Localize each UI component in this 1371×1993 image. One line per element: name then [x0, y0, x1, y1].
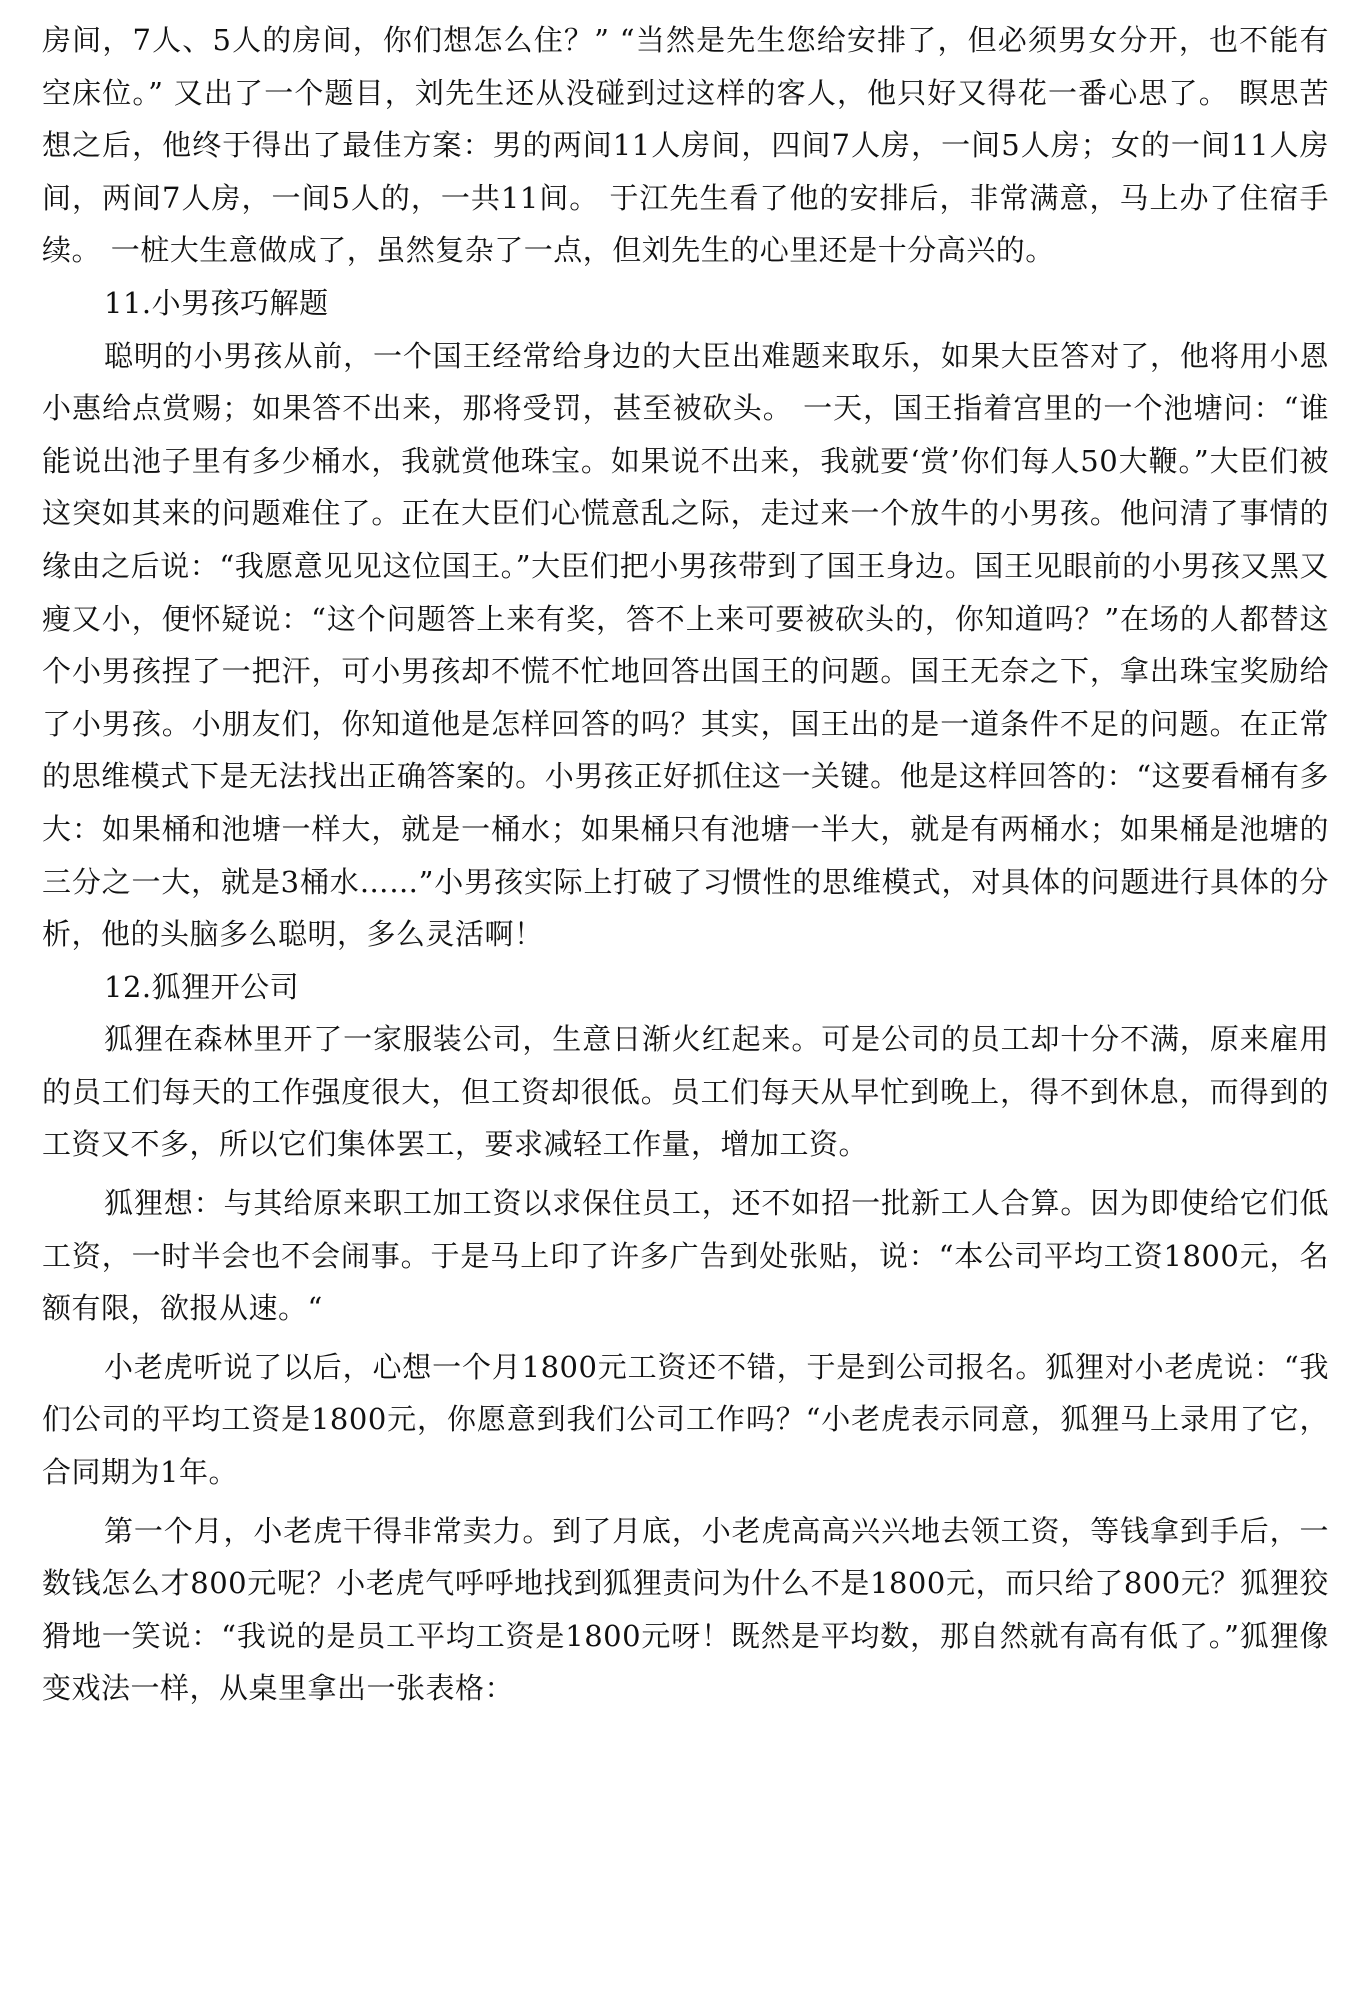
- section-heading-11: 11.小男孩巧解题: [104, 285, 329, 320]
- paragraph-fox-company-3: 小老虎听说了以后，心想一个月1800元工资还不错，于是到公司报名。狐狸对小老虎说：“我们公司的平均工资是1800元，你愿意到我们公司工作吗？“小老虎表示同意，狐狸马上录用了它，合同期为1年。: [42, 1349, 1329, 1490]
- paragraph-fox-company-1: 狐狸在森林里开了一家服装公司，生意日渐火红起来。可是公司的员工却十分不满，原来雇用的员工们每天的工作强度很大，但工资却很低。员工们每天从早忙到晚上，得不到休息，而得到的工资又不多，所以它们集体罢工，要求减轻工作量，增加工资。: [42, 1022, 1329, 1162]
- section-heading-12: 12.狐狸开公司: [104, 969, 300, 1004]
- paragraph-fox-company-4: 第一个月，小老虎干得非常卖力。到了月底，小老虎高高兴兴地去领工资，等钱拿到手后，一数钱怎么才800元呢？小老虎气呼呼地找到狐狸责问为什么不是1800元，而只给了800元？狐狸狡猾地一笑说：“我说的是员工平均工资是1800元呀！既然是平均数，那自然就有高有低了。”狐狸像变戏法一样，从桌里拿出一张表格：: [42, 1513, 1329, 1706]
- paragraph-clever-boy: 聪明的小男孩从前，一个国王经常给身边的大臣出难题来取乐，如果大臣答对了，他将用小恩小惠给点赏赐；如果答不出来，那将受罚，甚至被砍头。 一天，国王指着宫里的一个池塘问：“谁能说出池子里有多少桶水，我就赏他珠宝。如果说不出来，我就要‘赏’你们每人50大鞭。”大臣们被这突如其来的问题难住了。正在大臣们心慌意乱之际，走过来一个放牛的小男孩。他问清了事情的缘由之后说：“我愿意见见这位国王。”大臣们把小男孩带到了国王身边。国王见眼前的小男孩又黑又瘦又小，便怀疑说：“这个问题答上来有奖，答不上来可要被砍头的，你知道吗？”在场的人都替这个小男孩捏了一把汗，可小男孩却不慌不忙地回答出国王的问题。国王无奈之下，拿出珠宝奖励给了小男孩。小朋友们，你知道他是怎样回答的吗？其实，国王出的是一道条件不足的问题。在正常的思维模式下是无法找出正确答案的。小男孩正好抓住这一关键。他是这样回答的：“这要看桶有多大：如果桶和池塘一样大，就是一桶水；如果桶只有池塘一半大，就是有两桶水；如果桶是池塘的三分之一大，就是3桶水……”小男孩实际上打破了习惯性的思维模式，对具体的问题进行具体的分析，他的头脑多么聪明，多么灵活啊！: [42, 338, 1329, 952]
- paragraph-fox-company-2: 狐狸想：与其给原来职工加工资以求保住员工，还不如招一批新工人合算。因为即使给它们低工资，一时半会也不会闹事。于是马上印了许多广告到处张贴，说：“本公司平均工资1800元，名额有限，欲报从速。“: [42, 1186, 1329, 1326]
- paragraph-continuation: 房间，7人、5人的房间，你们想怎么住？” “当然是先生您给安排了，但必须男女分开，也不能有空床位。” 又出了一个题目，刘先生还从没碰到过这样的客人，他只好又得花一番心思了。 瞑思苦想之后，他终于得出了最佳方案：男的两间11人房间，四间7人房，一间5人房；女的一间11人房间，两间7人房，一间5人的，一共11间。 于江先生看了他的安排后，非常满意，马上办了住宿手续。 一桩大生意做成了，虽然复杂了一点，但刘先生的心里还是十分高兴的。: [42, 23, 1329, 268]
